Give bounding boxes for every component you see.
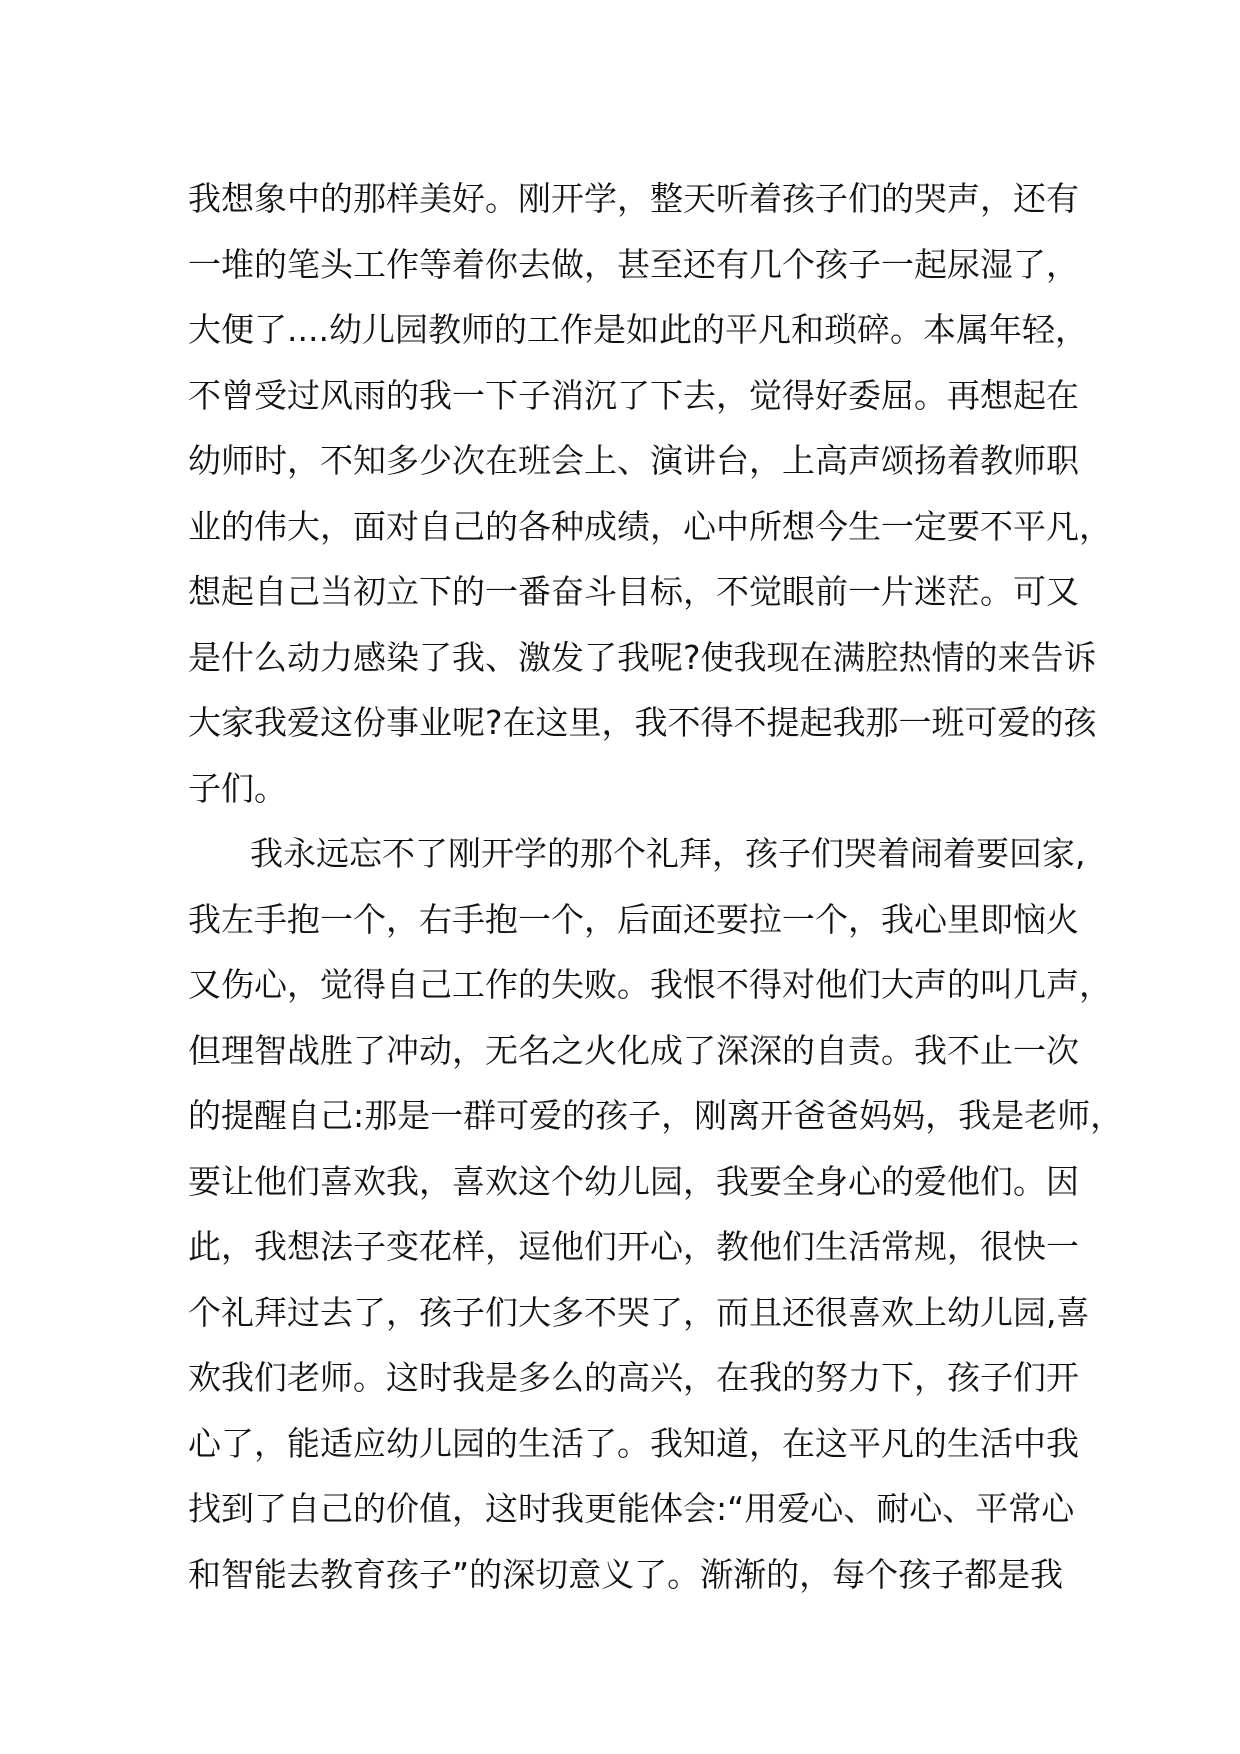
text-line: 幼师时，不知多少次在班会上、演讲台，上高声颂扬着教师职 bbox=[188, 441, 1079, 480]
text-line: 但理智战胜了冲动，无名之火化成了深深的自责。我不止一次 bbox=[188, 1030, 1079, 1070]
text-line: 此，我想法子变花样，逗他们开心，教他们生活常规，很快一 bbox=[188, 1227, 1079, 1266]
text-line: 业的伟大，面对自己的各种成绩，心中所想今生一定要不平凡， bbox=[188, 506, 1112, 546]
text-line: 欢我们老师。这时我是多么的高兴，在我的努力下，孩子们开 bbox=[188, 1358, 1079, 1397]
document-body bbox=[188, 166, 1124, 1607]
text-line: 找到了自己的价值，这时我更能体会:“用爱心、耐心、平常心 bbox=[188, 1489, 1075, 1528]
text-line: 个礼拜过去了，孩子们大多不哭了，而且还很喜欢上幼儿园,喜 bbox=[188, 1292, 1090, 1332]
paragraph-1 bbox=[188, 166, 1112, 821]
text-line: 要让他们喜欢我，喜欢这个幼儿园，我要全身心的爱他们。因 bbox=[188, 1161, 1079, 1201]
text-line: 一堆的笔头工作等着你去做，甚至还有几个孩子一起尿湿了， bbox=[188, 244, 1079, 284]
text-line: 我永远忘不了刚开学的那个礼拜，孩子们哭着闹着要回家, bbox=[250, 834, 1086, 873]
text-line: 我左手抱一个，右手抱一个，后面还要拉一个，我心里即恼火 bbox=[188, 899, 1079, 939]
text-line: 和智能去教育孩子”的深切意义了。渐渐的，每个孩子都是我 bbox=[188, 1554, 1064, 1594]
text-line: 又伤心，觉得自己工作的失败。我恨不得对他们大声的叫几声， bbox=[188, 965, 1112, 1004]
text-line: 是什么动力感染了我、激发了我呢?使我现在满腔热情的来告诉 bbox=[188, 637, 1097, 677]
text-line: 子们。 bbox=[188, 768, 287, 808]
text-line: 我想象中的那样美好。刚开学，整天听着孩子们的哭声，还有 bbox=[188, 179, 1079, 218]
text-line: 的提醒自己:那是一群可爱的孩子，刚离开爸爸妈妈，我是老师， bbox=[188, 1096, 1124, 1135]
text-line: 大便了....幼儿园教师的工作是如此的平凡和琐碎。本属年轻， bbox=[188, 310, 1088, 349]
text-line: 想起自己当初立下的一番奋斗目标，不觉眼前一片迷茫。可又 bbox=[188, 572, 1079, 611]
text-line: 心了，能适应幼儿园的生活了。我知道，在这平凡的生活中我 bbox=[188, 1423, 1079, 1463]
text-line: 大家我爱这份事业呢?在这里，我不得不提起我那一班可爱的孩 bbox=[188, 703, 1097, 742]
text-line: 不曾受过风雨的我一下子消沉了下去，觉得好委屈。再想起在 bbox=[188, 375, 1079, 415]
paragraph-2 bbox=[188, 821, 1124, 1607]
